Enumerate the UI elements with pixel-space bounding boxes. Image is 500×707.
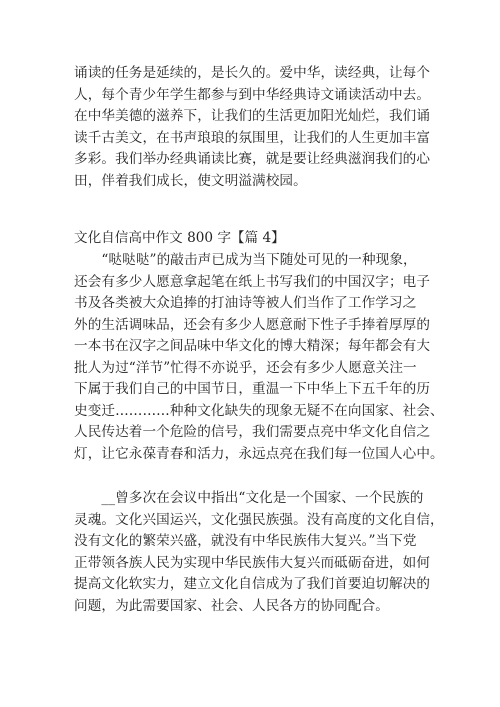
text-line: 灯，让它永葆青春和活力，永远点亮在我们每一位国人心中。 [74,445,444,462]
text-line: 书及各类被大众追捧的打油诗等被人们当作了工作学习之 [74,295,417,311]
text-line: 灵魂。文化兴国运兴，文化强民族强。没有高度的文化自信， [74,511,444,528]
body-paragraph-2 [74,488,444,617]
essay-heading: 文化自信高中作文 800 字【篇 4】 [74,230,285,246]
text-line: 在中华美德的滋养下，让我们的生活更加阳光灿烂，我们诵 [74,108,431,124]
text-line: 外的生活调味品，还会有多少人愿意耐下性子手捧着厚厚的 [74,316,431,333]
text-line: 人民传达着一个危险的信号，我们需要点亮中华文化自信之 [74,424,431,440]
text-line: 还会有多少人愿意拿起笔在纸上书写我们的中国汉字；电子 [74,273,431,290]
text-line: 史变迁…………种种文化缺失的现象无疑不在向国家、社会、 [74,402,444,419]
intro-paragraph [74,63,444,192]
text-line: 田，伴着我们成长，使文明溢满校园。 [74,172,307,189]
body-paragraph-1 [74,250,444,465]
text-line: 读千古美文，在书声琅琅的氛围里，让我们的人生更加丰富 [74,129,431,146]
text-line: 正带领各族人民为实现中华民族伟大复兴而砥砺奋进，如何 [74,554,431,571]
text-line: 人，每个青少年学生都参与到中华经典诗文诵读活动中去。 [74,86,431,103]
text-line: 没有文化的繁荣兴盛，就没有中华民族伟大复兴。”当下党 [74,533,417,549]
text-line: “哒哒哒”的敲击声已成为当下随处可见的一种现象， [74,252,417,268]
text-line: 问题，为此需要国家、社会、人民各方的协同配合。 [74,597,389,614]
text-line: 一本书在汉字之间品味中华文化的博大精深；每年都会有大 [74,338,431,354]
text-line: 多彩。我们举办经典诵读比赛，就是要让经典滋润我们的心 [74,151,431,167]
text-line: __曾多次在会议中指出“文化是一个国家、一个民族的 [74,490,424,506]
text-line: 诵读的任务是延续的，是长久的。爱中华，读经典，让每个 [74,65,431,81]
text-line: 批人为过“洋节”忙得不亦说乎，还会有多少人愿意关注一 [74,359,417,376]
text-line: 下属于我们自己的中国节日，重温一下中华上下五千年的历 [74,381,431,397]
text-line: 提高文化软实力，建立文化自信成为了我们首要迫切解决的 [74,576,431,592]
